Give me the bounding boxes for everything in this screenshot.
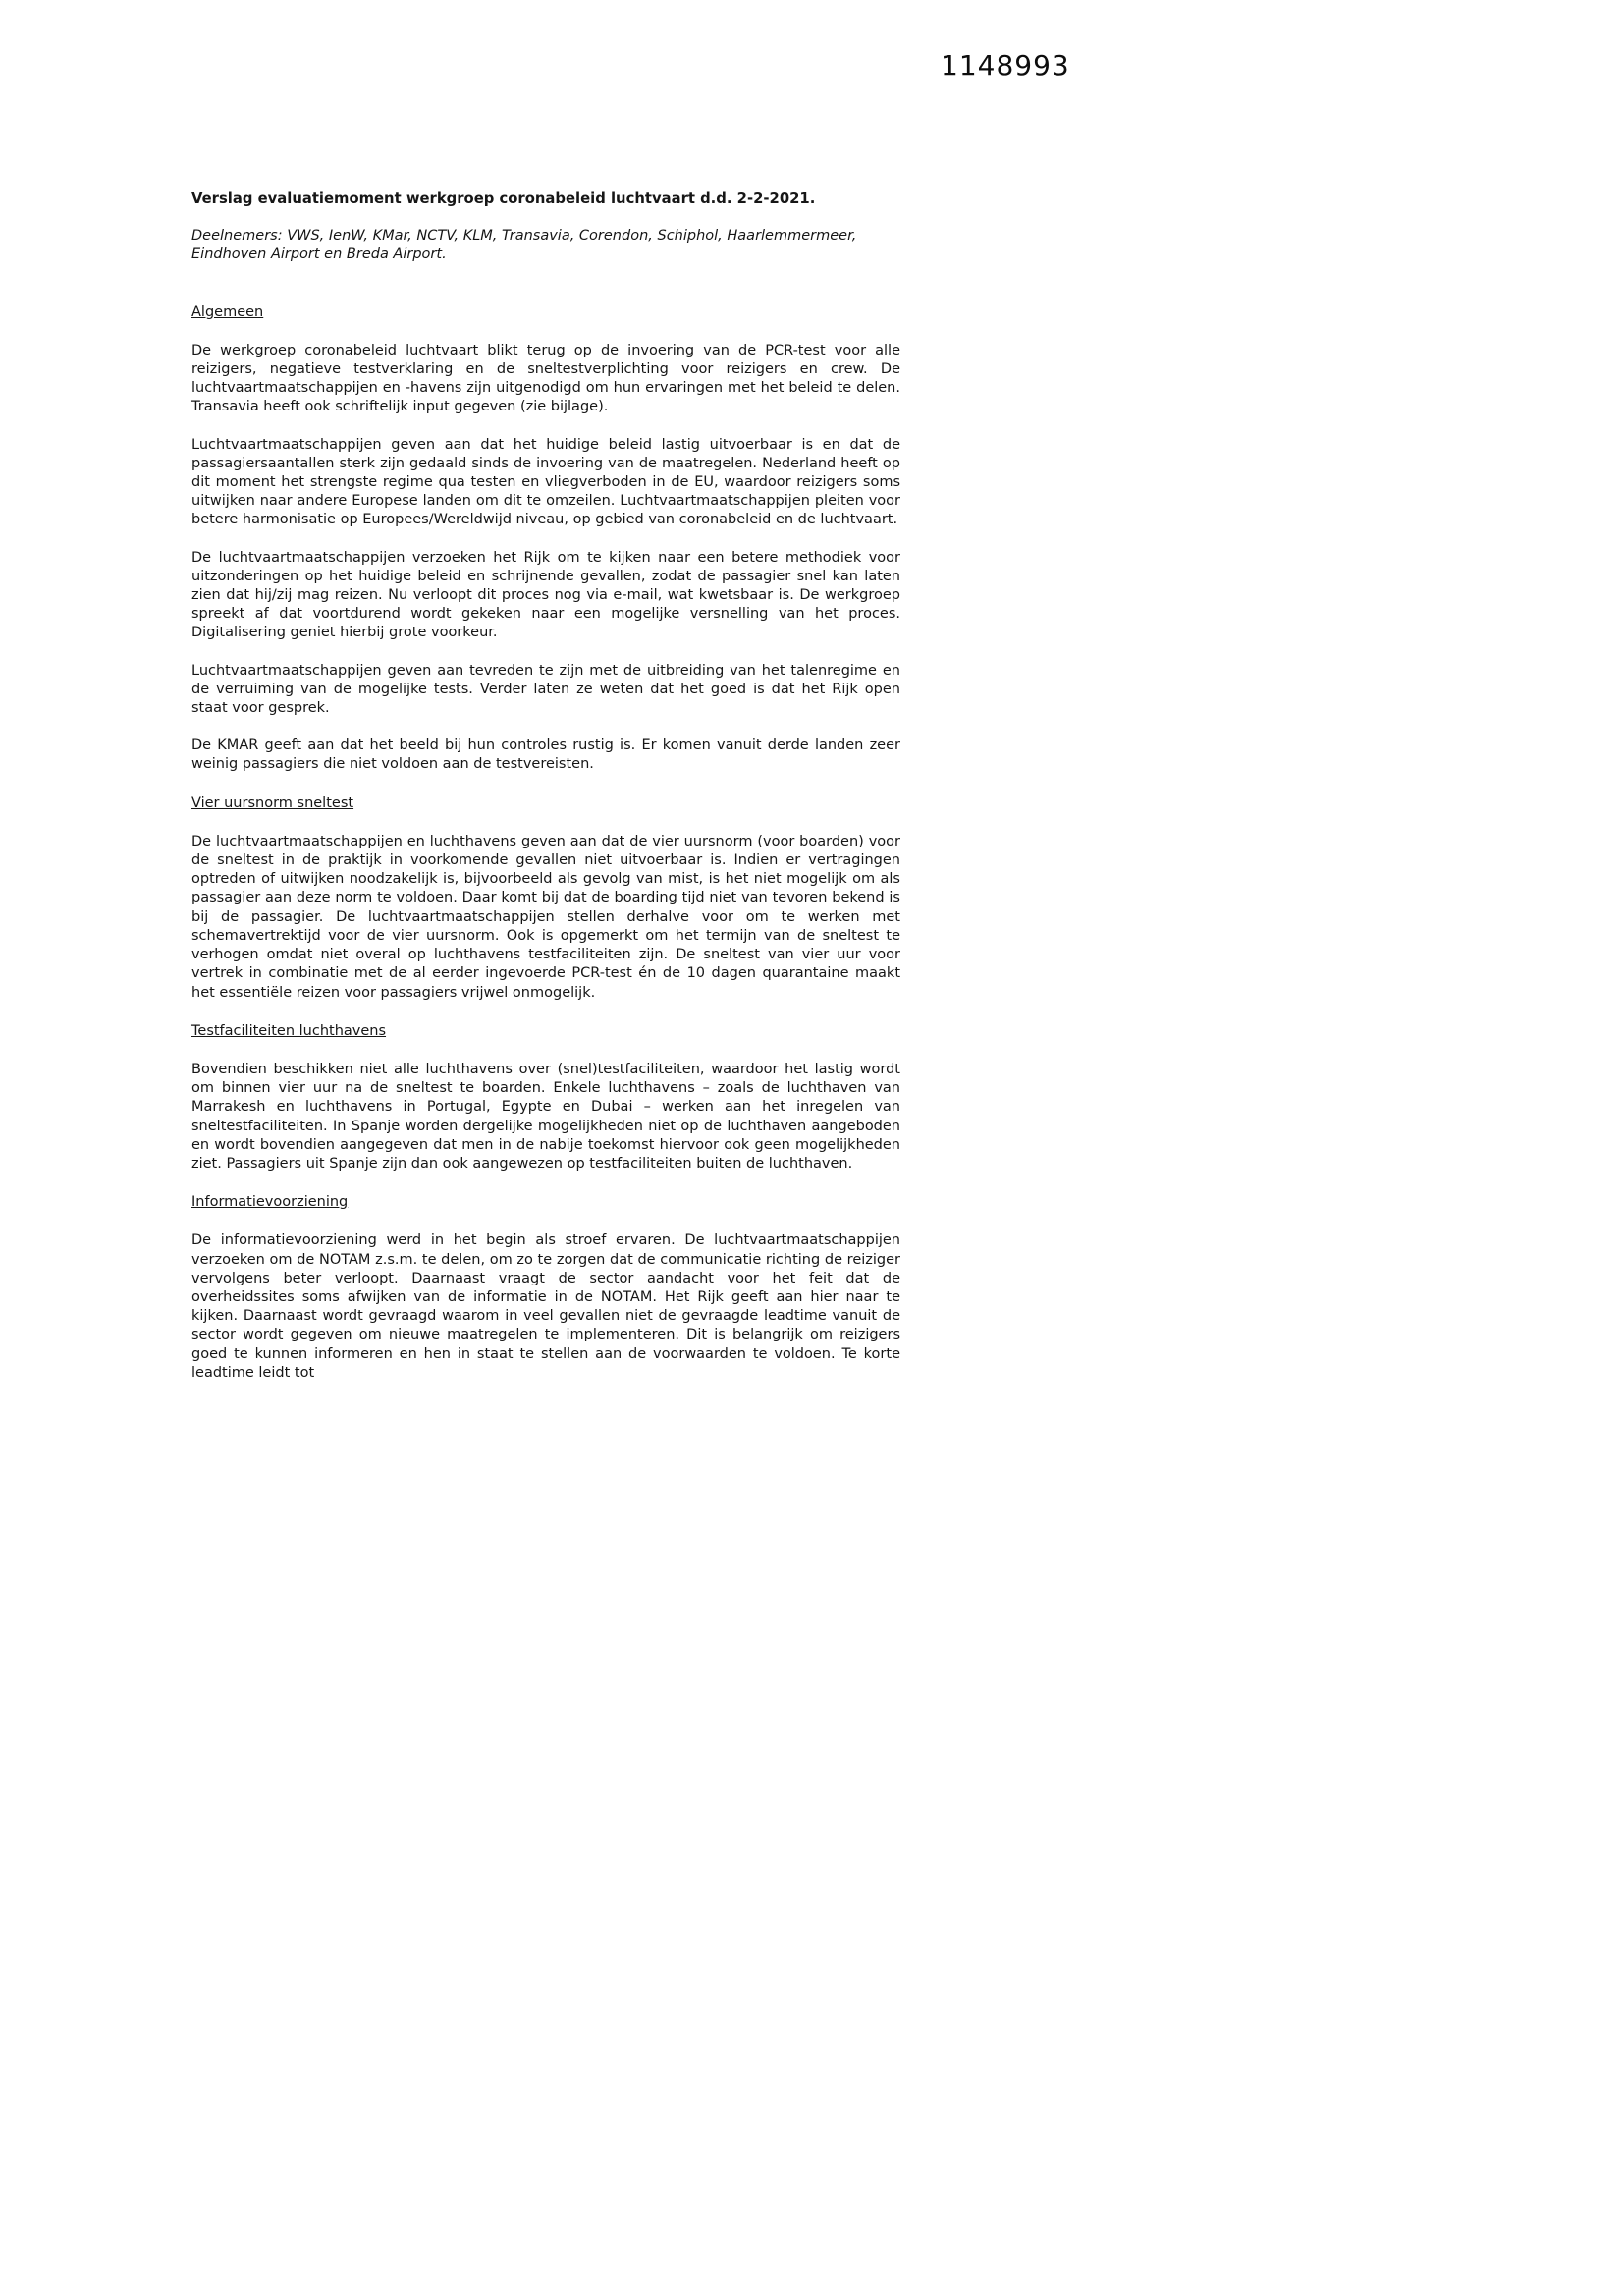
document-title: Verslag evaluatiemoment werkgroep coronabeleid luchtvaart d.d. 2-2-2021. xyxy=(191,191,816,207)
participants-line: Deelnemers: VWS, IenW, KMar, NCTV, KLM, Transavia, Corendon, Schiphol, Haarlemmermeer, Eindhoven Airport en Breda Airport. xyxy=(191,228,857,263)
paragraph: De luchtvaartmaatschappijen verzoeken het Rijk om te kijken naar een betere methodiek voor uitzonderingen op het huidige beleid en schrijnende gevallen, zodat de passagier snel kan laten zien dat hij/zij mag reizen. Nu verloopt dit proces nog via e-mail, wat kwetsbaar is. De werkgroep spreekt af dat voortdurend wordt gekeken naar een mogelijke versnelling van het proces. Digitalisering geniet hierbij grote voorkeur. xyxy=(191,549,900,641)
section-heading-testfaciliteiten-luchthavens: Testfaciliteiten luchthavens xyxy=(191,1022,387,1039)
paragraph: Luchtvaartmaatschappijen geven aan dat het huidige beleid lastig uitvoerbaar is en dat de passagiersaantallen sterk zijn gedaald sinds de invoering van de maatregelen. Nederland heeft op dit moment het strengste regime qua testen en vliegverboden in de EU, waardoor reizigers soms uitwijken naar andere Europese landen om dit te omzeilen. Luchtvaartmaatschappijen pleiten voor betere harmonisatie op Europees/Wereldwijd niveau, op gebied van coronabeleid en de luchtvaart. xyxy=(191,436,900,528)
paragraph: Luchtvaartmaatschappijen geven aan tevreden te zijn met de uitbreiding van het talenregime en de verruiming van de mogelijke tests. Verder laten ze weten dat het goed is dat het Rijk open staat voor gesprek. xyxy=(191,662,900,717)
paragraph: De werkgroep coronabeleid luchtvaart blikt terug op de invoering van de PCR-test voor alle reizigers, negatieve testverklaring en de sneltestverplichting voor reizigers en crew. De luchtvaartmaatschappijen en -havens zijn uitgenodigd om hun ervaringen met het beleid te delen. Transavia heeft ook schriftelijk input gegeven (zie bijlage). xyxy=(191,342,900,415)
document-number: 1148993 xyxy=(941,49,1070,82)
paragraph: De KMAR geeft aan dat het beeld bij hun controles rustig is. Er komen vanuit derde landen zeer weinig passagiers die niet voldoen aan de testvereisten. xyxy=(191,738,900,773)
paragraph: De informatievoorziening werd in het begin als stroef ervaren. De luchtvaartmaatschappijen verzoeken om de NOTAM z.s.m. te delen, om zo te zorgen dat de communicatie richting de reiziger vervolgens beter verloopt. Daarnaast vraagt de sector aandacht voor het feit dat de overheidssites soms afwijken van de informatie in de NOTAM. Het Rijk geeft aan hier naar te kijken. Daarnaast wordt gevraagd waarom in veel gevallen niet de gevraagde leadtime vanuit de sector wordt gegeven om nieuwe maatregelen te implementeren. Dit is belangrijk om reizigers goed te kunnen informeren en hen in staat te stellen aan de voorwaarden te voldoen. Te korte leadtime leidt tot xyxy=(191,1232,900,1381)
section-heading-informatievoorziening: Informatievoorziening xyxy=(191,1194,349,1211)
section-heading-algemeen: Algemeen xyxy=(191,303,264,320)
document-body xyxy=(191,190,900,1402)
paragraph: Bovendien beschikken niet alle luchthavens over (snel)testfaciliteiten, waardoor het lastig wordt om binnen vier uur na de sneltest te boarden. Enkele luchthavens – zoals de luchthaven van Marrakesh en luchthavens in Portugal, Egypte en Dubai – werken aan het inregelen van sneltestfaciliteiten. In Spanje worden dergelijke mogelijkheden niet op de luchthaven aangeboden en wordt bovendien aangegeven dat men in de nabije toekomst hiervoor ook geen mogelijkheden ziet. Passagiers uit Spanje zijn dan ook aangewezen op testfaciliteiten buiten de luchthaven. xyxy=(191,1061,900,1172)
paragraph: De luchtvaartmaatschappijen en luchthavens geven aan dat de vier uursnorm (voor boarden) voor de sneltest in de praktijk in voorkomende gevallen niet uitvoerbaar is. Indien er vertragingen optreden of uitwijken noodzakelijk is, bijvoorbeeld als gevolg van mist, is het niet mogelijk om als passagier aan deze norm te voldoen. Daar komt bij dat de boarding tijd niet van tevoren bekend is bij de passagier. De luchtvaartmaatschappijen stellen derhalve voor om te werken met schemavertrektijd voor de vier uursnorm. Ook is opgemerkt om het termijn van de sneltest te verhogen omdat niet overal op luchthavens testfaciliteiten zijn. De sneltest van vier uur voor vertrek in combinatie met de al eerder ingevoerde PCR-test én de 10 dagen quarantaine maakt het essentiële reizen voor passagiers vrijwel onmogelijk. xyxy=(191,833,900,1001)
section-heading-vier-uursnorm-sneltest: Vier uursnorm sneltest xyxy=(191,794,354,811)
